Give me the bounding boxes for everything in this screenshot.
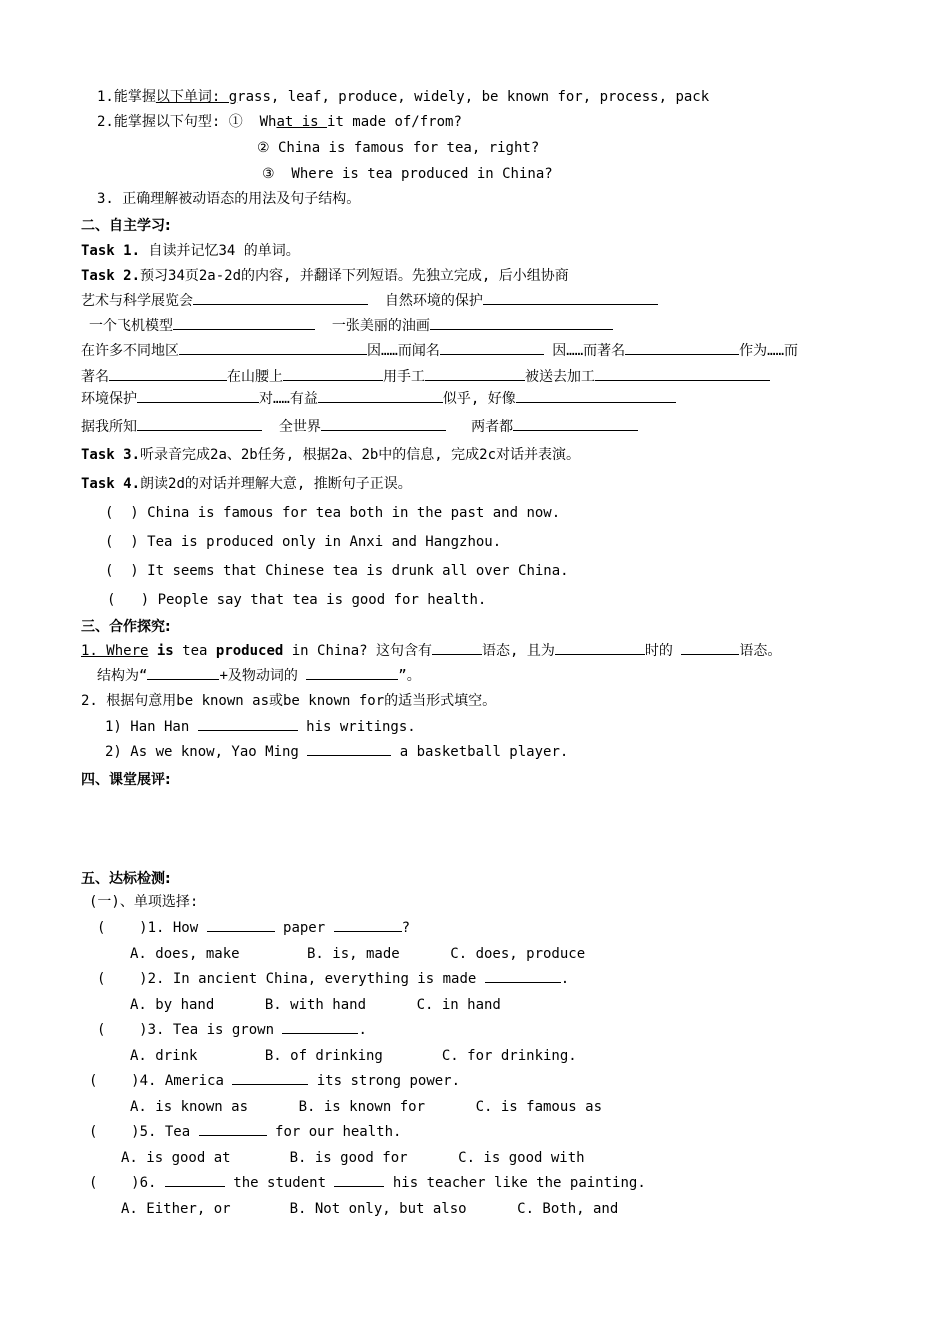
blank[interactable] — [681, 642, 739, 655]
blank[interactable] — [555, 642, 645, 655]
blank[interactable] — [625, 342, 739, 355]
blank[interactable] — [595, 368, 770, 381]
mc-q1-options: A. does, make B. is, made C. does, produce — [130, 946, 586, 962]
blank[interactable] — [109, 368, 227, 381]
cooperative-q1: 1. Where is tea produced in China? 这句含有 语态, 且为 时的 语态。 — [81, 643, 782, 659]
section-3-heading: 三、合作探究: — [81, 619, 171, 635]
cooperative-q2: 2. 根据句意用be known as或be known for的适当形式填空。 — [81, 693, 497, 709]
blank[interactable] — [282, 1021, 358, 1034]
mc-q3: ( )3. Tea is grown . — [97, 1022, 367, 1038]
blank[interactable] — [193, 292, 368, 305]
section-4-heading: 四、课堂展评: — [81, 772, 171, 788]
goal-1: 1.能掌握以下单词: grass, leaf, produce, widely, be known for, process, pack — [97, 89, 710, 105]
blank[interactable] — [307, 743, 391, 756]
blank[interactable] — [516, 390, 676, 403]
tf-item-2: ( ) Tea is produced only in Anxi and Hangzhou. — [105, 534, 502, 550]
goal-2: 2.能掌握以下句型: ① What is it made of/from? — [97, 114, 462, 130]
goal-2-item-3: ③ Where is tea produced in China? — [262, 166, 553, 182]
cooperative-q2-2: 2) As we know, Yao Ming a basketball player. — [105, 744, 569, 760]
mc-q6: ( )6. the student his teacher like the painting. — [89, 1175, 646, 1191]
mc-q6-options: A. Either, or B. Not only, but also C. Both, and — [121, 1201, 619, 1217]
blank[interactable] — [173, 317, 315, 330]
blank[interactable] — [137, 390, 259, 403]
blank[interactable] — [137, 418, 262, 431]
task-3: Task 3.听录音完成2a、2b任务, 根据2a、2b中的信息, 完成2c对话并表演。 — [81, 447, 581, 463]
phrase-row-4: 著名 在山腰上 用手工 被送去加工 — [81, 368, 770, 386]
blank[interactable] — [430, 317, 613, 330]
task-1: Task 1. 自读并记忆34 的单词。 — [81, 243, 300, 259]
blank[interactable] — [232, 1072, 308, 1085]
blank[interactable] — [485, 970, 561, 983]
blank[interactable] — [513, 418, 638, 431]
goal-2-item-2: ② China is famous for tea, right? — [257, 140, 540, 156]
tf-item-1: ( ) China is famous for tea both in the past and now. — [105, 505, 561, 521]
blank[interactable] — [432, 642, 482, 655]
cooperative-q2-1: 1) Han Han his writings. — [105, 719, 416, 735]
mc-q2: ( )2. In ancient China, everything is made . — [97, 971, 570, 987]
blank[interactable] — [321, 418, 446, 431]
mc-q4: ( )4. America its strong power. — [89, 1073, 461, 1089]
mc-q2-options: A. by hand B. with hand C. in hand — [130, 997, 501, 1013]
blank[interactable] — [198, 718, 298, 731]
blank[interactable] — [334, 919, 402, 932]
tf-item-3: ( ) It seems that Chinese tea is drunk all over China. — [105, 563, 569, 579]
blank[interactable] — [306, 667, 398, 680]
section-2-heading: 二、自主学习: — [81, 218, 171, 234]
blank[interactable] — [318, 390, 443, 403]
task-4: Task 4.朗读2d的对话并理解大意, 推断句子正误。 — [81, 476, 412, 492]
blank[interactable] — [165, 1174, 225, 1187]
phrase-row-5: 环境保护 对……有益 似乎, 好像 — [81, 390, 676, 408]
phrase-row-1: 艺术与科学展览会 自然环境的保护 — [81, 292, 658, 310]
mc-q1: ( )1. How paper ? — [97, 920, 411, 936]
blank[interactable] — [179, 342, 367, 355]
section-5-heading: 五、达标检测: — [81, 871, 171, 887]
goal-3: 3. 正确理解被动语态的用法及句子结构。 — [97, 191, 361, 207]
blank[interactable] — [283, 368, 383, 381]
mc-q4-options: A. is known as B. is known for C. is famous as — [130, 1099, 603, 1115]
mc-q5: ( )5. Tea for our health. — [89, 1124, 402, 1140]
blank[interactable] — [207, 919, 275, 932]
section-5-sub: (一)、单项选择: — [89, 894, 199, 910]
task-2: Task 2.预习34页2a-2d的内容, 并翻译下列短语。先独立完成, 后小组协商 — [81, 268, 569, 284]
cooperative-q1-structure: 结构为“ +及物动词的 ”。 — [97, 668, 421, 684]
blank[interactable] — [199, 1123, 267, 1136]
blank[interactable] — [147, 667, 219, 680]
phrase-row-2: 一个飞机模型 一张美丽的油画 — [89, 317, 613, 335]
tf-item-4: ( ) People say that tea is good for health. — [107, 592, 487, 608]
blank[interactable] — [334, 1174, 384, 1187]
blank[interactable] — [483, 292, 658, 305]
blank[interactable] — [440, 342, 544, 355]
blank[interactable] — [425, 368, 525, 381]
mc-q3-options: A. drink B. of drinking C. for drinking. — [130, 1048, 577, 1064]
mc-q5-options: A. is good at B. is good for C. is good with — [121, 1150, 585, 1166]
phrase-row-6: 据我所知 全世界 两者都 — [81, 418, 638, 436]
phrase-row-3: 在许多不同地区 因……而闻名 因……而著名 作为……而 — [81, 343, 799, 359]
